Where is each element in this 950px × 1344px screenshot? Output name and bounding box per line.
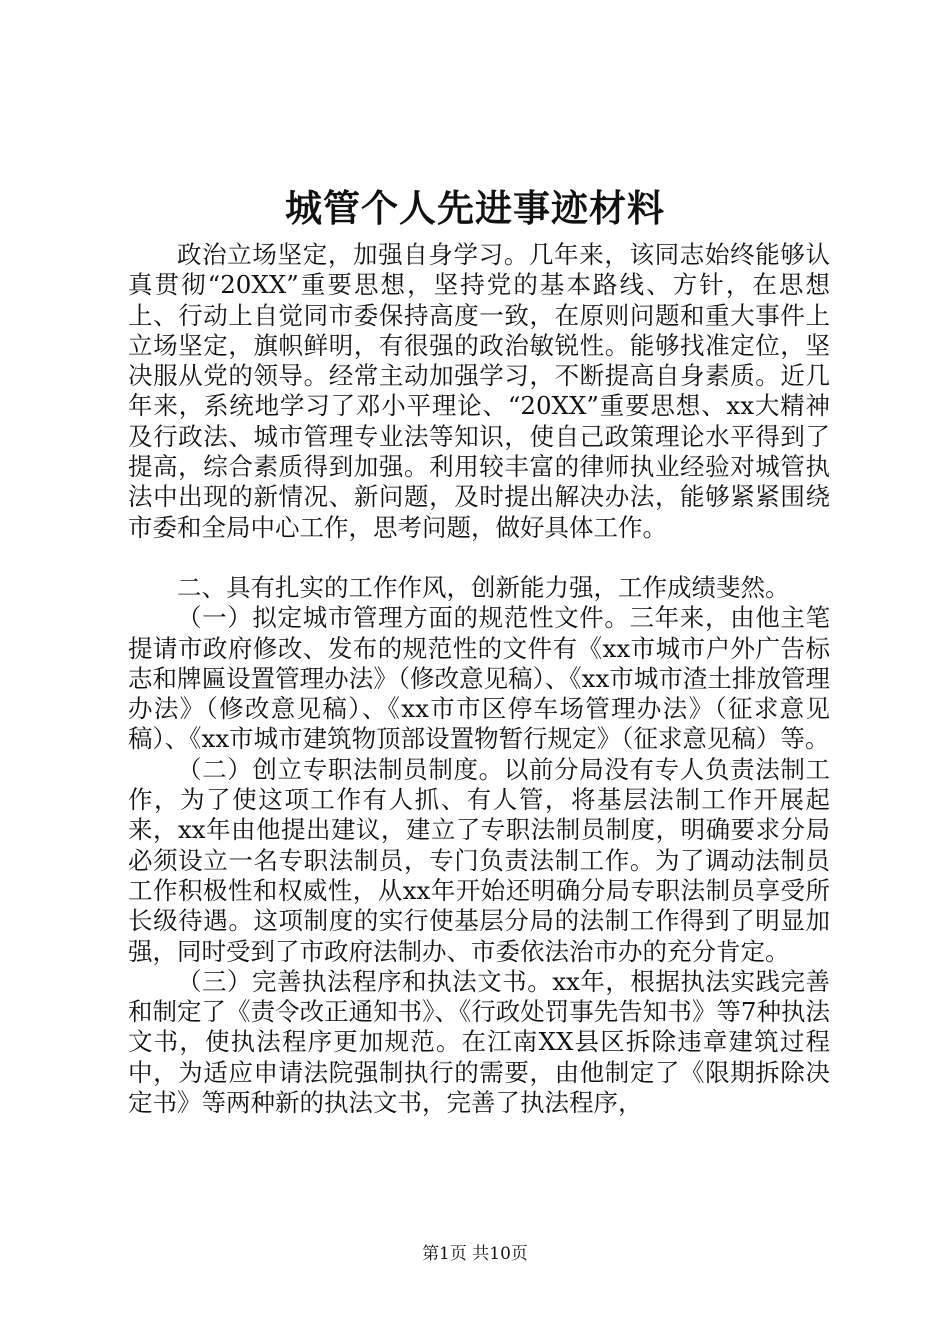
- page-number-footer: 第1页 共10页: [422, 1244, 528, 1264]
- paragraph-enforcement-procedures: （三）完善执法程序和执法文书。xx年，根据执法实践完善和制定了《责令改正通知书》、《行政处罚事先告知书》等7种执法文书，使执法程序更加规范。在江南XX县区拆除违章建筑过程中，为适应申请法院强制执行的需要，由他制定了《限期拆除决定书》等两种新的执法文书，完善了执法程序，: [128, 966, 830, 1118]
- paragraph-legal-officer-system: （二）创立专职法制员制度。以前分局没有专人负责法制工作，为了使这项工作有人抓、有人管，将基层法制工作开展起来，xx年由他提出建议，建立了专职法制员制度，明确要求分局必须设立一名专职法制员，专门负责法制工作。为了调动法制员工作积极性和权威性，从xx年开始还明确分局专职法制员享受所长级待遇。这项制度的实行使基层分局的法制工作得到了明显加强，同时受到了市政府法制办、市委依法治市办的充分肯定。: [128, 754, 830, 966]
- document-title: 城管个人先进事迹材料: [285, 186, 665, 230]
- document-body: [128, 240, 830, 1118]
- paragraph-normative-documents: （一）拟定城市管理方面的规范性文件。三年来，由他主笔提请市政府修改、发布的规范性的文件有《xx市城市户外广告标志和牌匾设置管理办法》（修改意见稿）、《xx市城市渣土排放管理办法》（修改意见稿）、《xx市市区停车场管理办法》（征求意见稿）、《xx市城市建筑物顶部设置物暂行规定》（征求意见稿）等。: [128, 603, 830, 754]
- paragraph-political-stance: 政治立场坚定，加强自身学习。几年来，该同志始终能够认真贯彻“20XX”重要思想，坚持党的基本路线、方针，在思想上、行动上自觉同市委保持高度一致，在原则问题和重大事件上立场坚定，旗帜鲜明，有很强的政治敏锐性。能够找准定位，坚决服从党的领导。经常主动加强学习，不断提高自身素质。近几年来，系统地学习了邓小平理论、“20XX”重要思想、xx大精神及行政法、城市管理专业法等知识，使自己政策理论水平得到了提高，综合素质得到加强。利用较丰富的律师执业经验对城管执法中出现的新情况、新问题，及时提出解决办法，能够紧紧围绕市委和全局中心工作，思考问题，做好具体工作。: [128, 240, 830, 542]
- section-heading-work-style: 二、具有扎实的工作作风，创新能力强，工作成绩斐然。: [177, 572, 790, 602]
